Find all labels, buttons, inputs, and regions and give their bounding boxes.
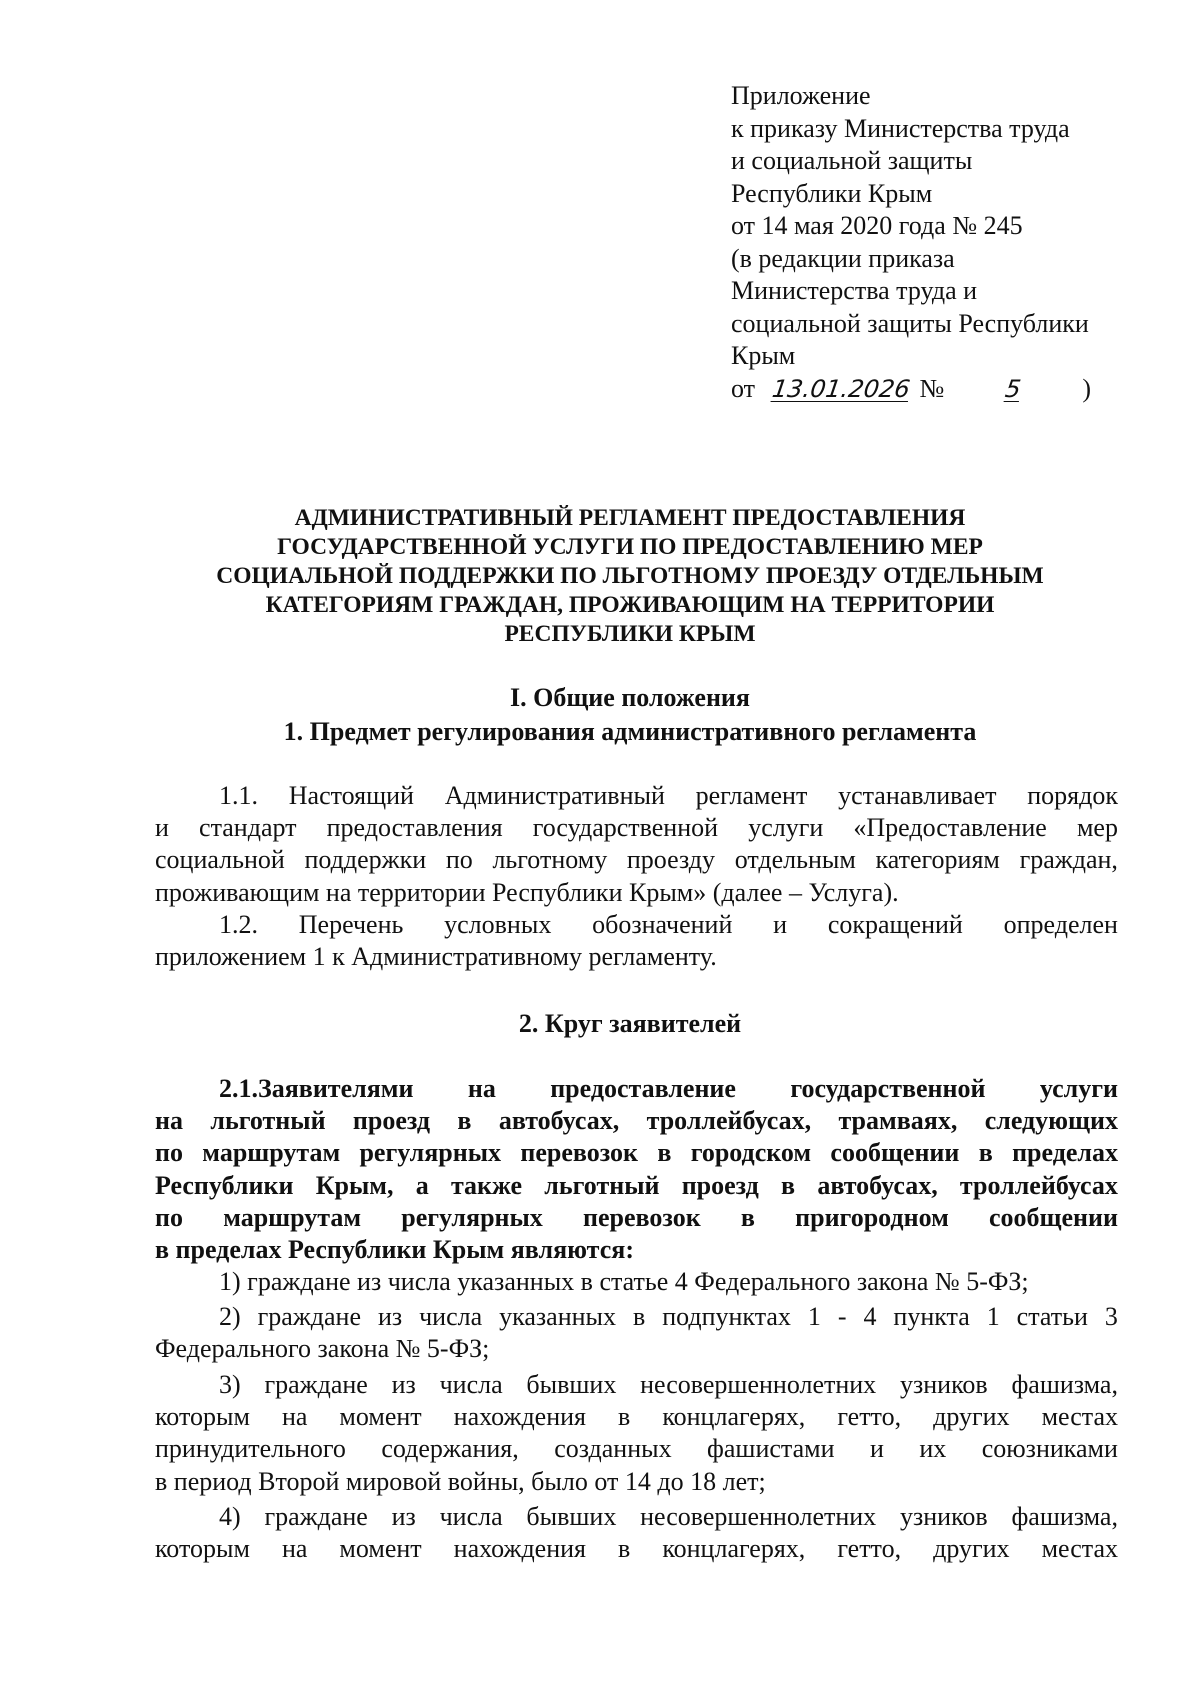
list-item-3 bbox=[155, 1369, 1118, 1498]
title-line: ГОСУДАРСТВЕННОЙ УСЛУГИ ПО ПРЕДОСТАВЛЕНИЮ МЕР bbox=[277, 534, 983, 560]
appendix-line: (в редакции приказа bbox=[731, 243, 955, 273]
appendix-line: Крым bbox=[731, 341, 796, 370]
paragraph-line: по маршрутам регулярных перевозок в пригородном сообщении bbox=[155, 1202, 1118, 1232]
appendix-block bbox=[731, 80, 1131, 405]
appendix-line: к приказу Министерства труда bbox=[731, 113, 1070, 143]
appendix-line: от 14 мая 2020 года № 245 bbox=[731, 211, 1023, 240]
appendix-line: социальной защиты Республики bbox=[731, 308, 1089, 338]
paragraph-line: 4) граждане из числа бывших несовершеннолетних узников фашизма, bbox=[219, 1502, 1118, 1531]
paragraph-line: и стандарт предоставления государственной услуги «Предоставление мер bbox=[155, 813, 1118, 843]
paragraph-line: 1) граждане из числа указанных в статье 4 Федерального закона № 5-ФЗ; bbox=[219, 1267, 1029, 1296]
paragraph-line: приложением 1 к Административному регламенту. bbox=[155, 942, 717, 972]
handwritten-order-number: 5 bbox=[1003, 374, 1023, 403]
appendix-line: и социальной защиты bbox=[731, 146, 973, 175]
paragraph-line: 3) граждане из числа бывших несовершеннолетних узников фашизма, bbox=[219, 1370, 1118, 1399]
regulation-title bbox=[150, 504, 1110, 649]
title-line: РЕСПУБЛИКИ КРЫМ bbox=[504, 621, 756, 647]
appendix-line: Приложение bbox=[731, 81, 871, 110]
order-prefix: от bbox=[731, 373, 756, 403]
paragraph-line: 1.2. Перечень условных обозначений и сокращений определен bbox=[219, 910, 1118, 939]
amendment-order-line bbox=[731, 373, 1131, 406]
paragraph-1-2 bbox=[155, 909, 1118, 973]
order-close-paren: ) bbox=[1082, 373, 1092, 403]
paragraph-line: социальной поддержки по льготному проезду отдельным категориям граждан, bbox=[155, 845, 1118, 875]
section-heading: I. Общие положения bbox=[510, 683, 750, 712]
section-heading: 2. Круг заявителей bbox=[518, 1009, 742, 1038]
paragraph-1-1 bbox=[155, 780, 1118, 909]
paragraph-line: принудительного содержания, созданных фашистами и их союзниками bbox=[155, 1434, 1118, 1464]
paragraph-line: проживающим на территории Республики Крым» (далее – Услуга). bbox=[155, 877, 899, 907]
paragraph-line: по маршрутам регулярных перевозок в городском сообщении в пределах bbox=[155, 1138, 1118, 1168]
list-item-4 bbox=[155, 1501, 1118, 1565]
handwritten-order-date: 13.01.2026 bbox=[769, 374, 912, 403]
paragraph-line: 2) граждане из числа указанных в подпунктах 1 - 4 пункта 1 статьи 3 bbox=[219, 1302, 1118, 1331]
title-line: КАТЕГОРИЯМ ГРАЖДАН, ПРОЖИВАЮЩИМ НА ТЕРРИТОРИИ bbox=[265, 592, 995, 618]
paragraph-line: 1.1. Настоящий Административный регламент устанавливает порядок bbox=[219, 781, 1118, 810]
paragraph-line: на льготный проезд в автобусах, троллейбусах, трамваях, следующих bbox=[155, 1106, 1118, 1136]
paragraph-line: Федерального закона № 5-ФЗ; bbox=[155, 1334, 490, 1364]
section-subheading: 1. Предмет регулирования административного регламента bbox=[283, 717, 977, 746]
order-number-sign: № bbox=[919, 373, 945, 403]
paragraph-2-1 bbox=[155, 1073, 1118, 1266]
paragraph-line: в период Второй мировой войны, было от 14 до 18 лет; bbox=[155, 1466, 766, 1496]
paragraph-line: в пределах Республики Крым являются: bbox=[155, 1235, 635, 1265]
list-item-2 bbox=[155, 1301, 1118, 1365]
appendix-line: Республики Крым bbox=[731, 178, 933, 208]
paragraph-line: 2.1.Заявителями на предоставление государственной услуги bbox=[219, 1074, 1118, 1103]
paragraph-line: которым на момент нахождения в концлагерях, гетто, других местах bbox=[155, 1402, 1118, 1432]
appendix-line: Министерства труда и bbox=[731, 276, 978, 305]
paragraph-line: которым на момент нахождения в концлагерях, гетто, других местах bbox=[155, 1534, 1118, 1564]
paragraph-line: Республики Крым, а также льготный проезд в автобусах, троллейбусах bbox=[155, 1170, 1118, 1200]
title-line: АДМИНИСТРАТИВНЫЙ РЕГЛАМЕНТ ПРЕДОСТАВЛЕНИЯ bbox=[294, 505, 966, 531]
list-item-1 bbox=[155, 1266, 1118, 1298]
title-line: СОЦИАЛЬНОЙ ПОДДЕРЖКИ ПО ЛЬГОТНОМУ ПРОЕЗДУ ОТДЕЛЬНЫМ bbox=[216, 563, 1044, 589]
